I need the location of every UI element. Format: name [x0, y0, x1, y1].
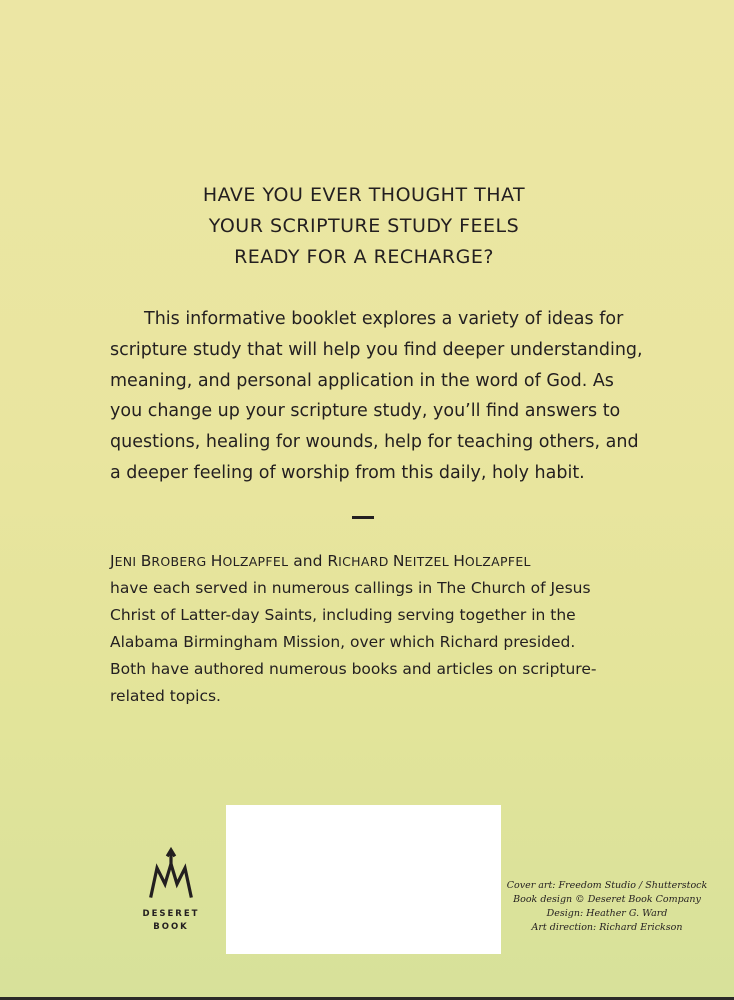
bio-line: Alabama Birmingham Mission, over which Richard presided. — [110, 633, 576, 651]
description-line: questions, healing for wounds, help for teaching others, and — [110, 432, 639, 453]
bio-line: have each served in numerous callings in The Church of Jesus — [110, 579, 591, 597]
credit-line: Art direction: Richard Erickson — [531, 922, 683, 933]
description-line: This informative booklet explores a variety of ideas for — [144, 309, 624, 329]
headline-line: HAVE YOU EVER THOUGHT THAT — [202, 184, 526, 206]
credit-line: Cover art: Freedom Studio / Shutterstock — [506, 880, 708, 891]
section-divider — [352, 516, 374, 519]
headline-line: YOUR SCRIPTURE STUDY FEELS — [208, 215, 520, 237]
headline — [110, 180, 618, 273]
credit-line: Design: Heather G. Ward — [546, 908, 668, 919]
cover-credits — [500, 879, 714, 935]
description-paragraph — [110, 304, 643, 489]
headline-line: READY FOR A RECHARGE? — [234, 246, 494, 268]
bio-line: Both have authored numerous books and articles on scripture- — [110, 660, 597, 678]
bio-line: Christ of Latter-day Saints, including serving together in the — [110, 606, 576, 624]
description-line: scripture study that will help you find deeper understanding, — [110, 339, 643, 360]
description-line: meaning, and personal application in the word of God. As — [110, 370, 614, 391]
credit-line: Book design © Deseret Book Company — [513, 894, 701, 905]
barcode-area — [226, 805, 501, 954]
description-line: a deeper feeling of worship from this daily, holy habit. — [110, 462, 585, 483]
author-names: JENI BROBERG HOLZAPFEL and RICHARD NEITZEL HOLZAPFEL — [110, 552, 531, 570]
logo-text-line: DESERET — [142, 909, 200, 919]
logo-text-line: BOOK — [153, 922, 189, 932]
description-line: you change up your scripture study, you’ll find answers to — [110, 401, 621, 422]
bio-line: related topics. — [110, 687, 221, 705]
author-bio — [110, 548, 620, 710]
deseret-book-logo-icon — [145, 846, 197, 898]
publisher-logo — [140, 846, 202, 934]
